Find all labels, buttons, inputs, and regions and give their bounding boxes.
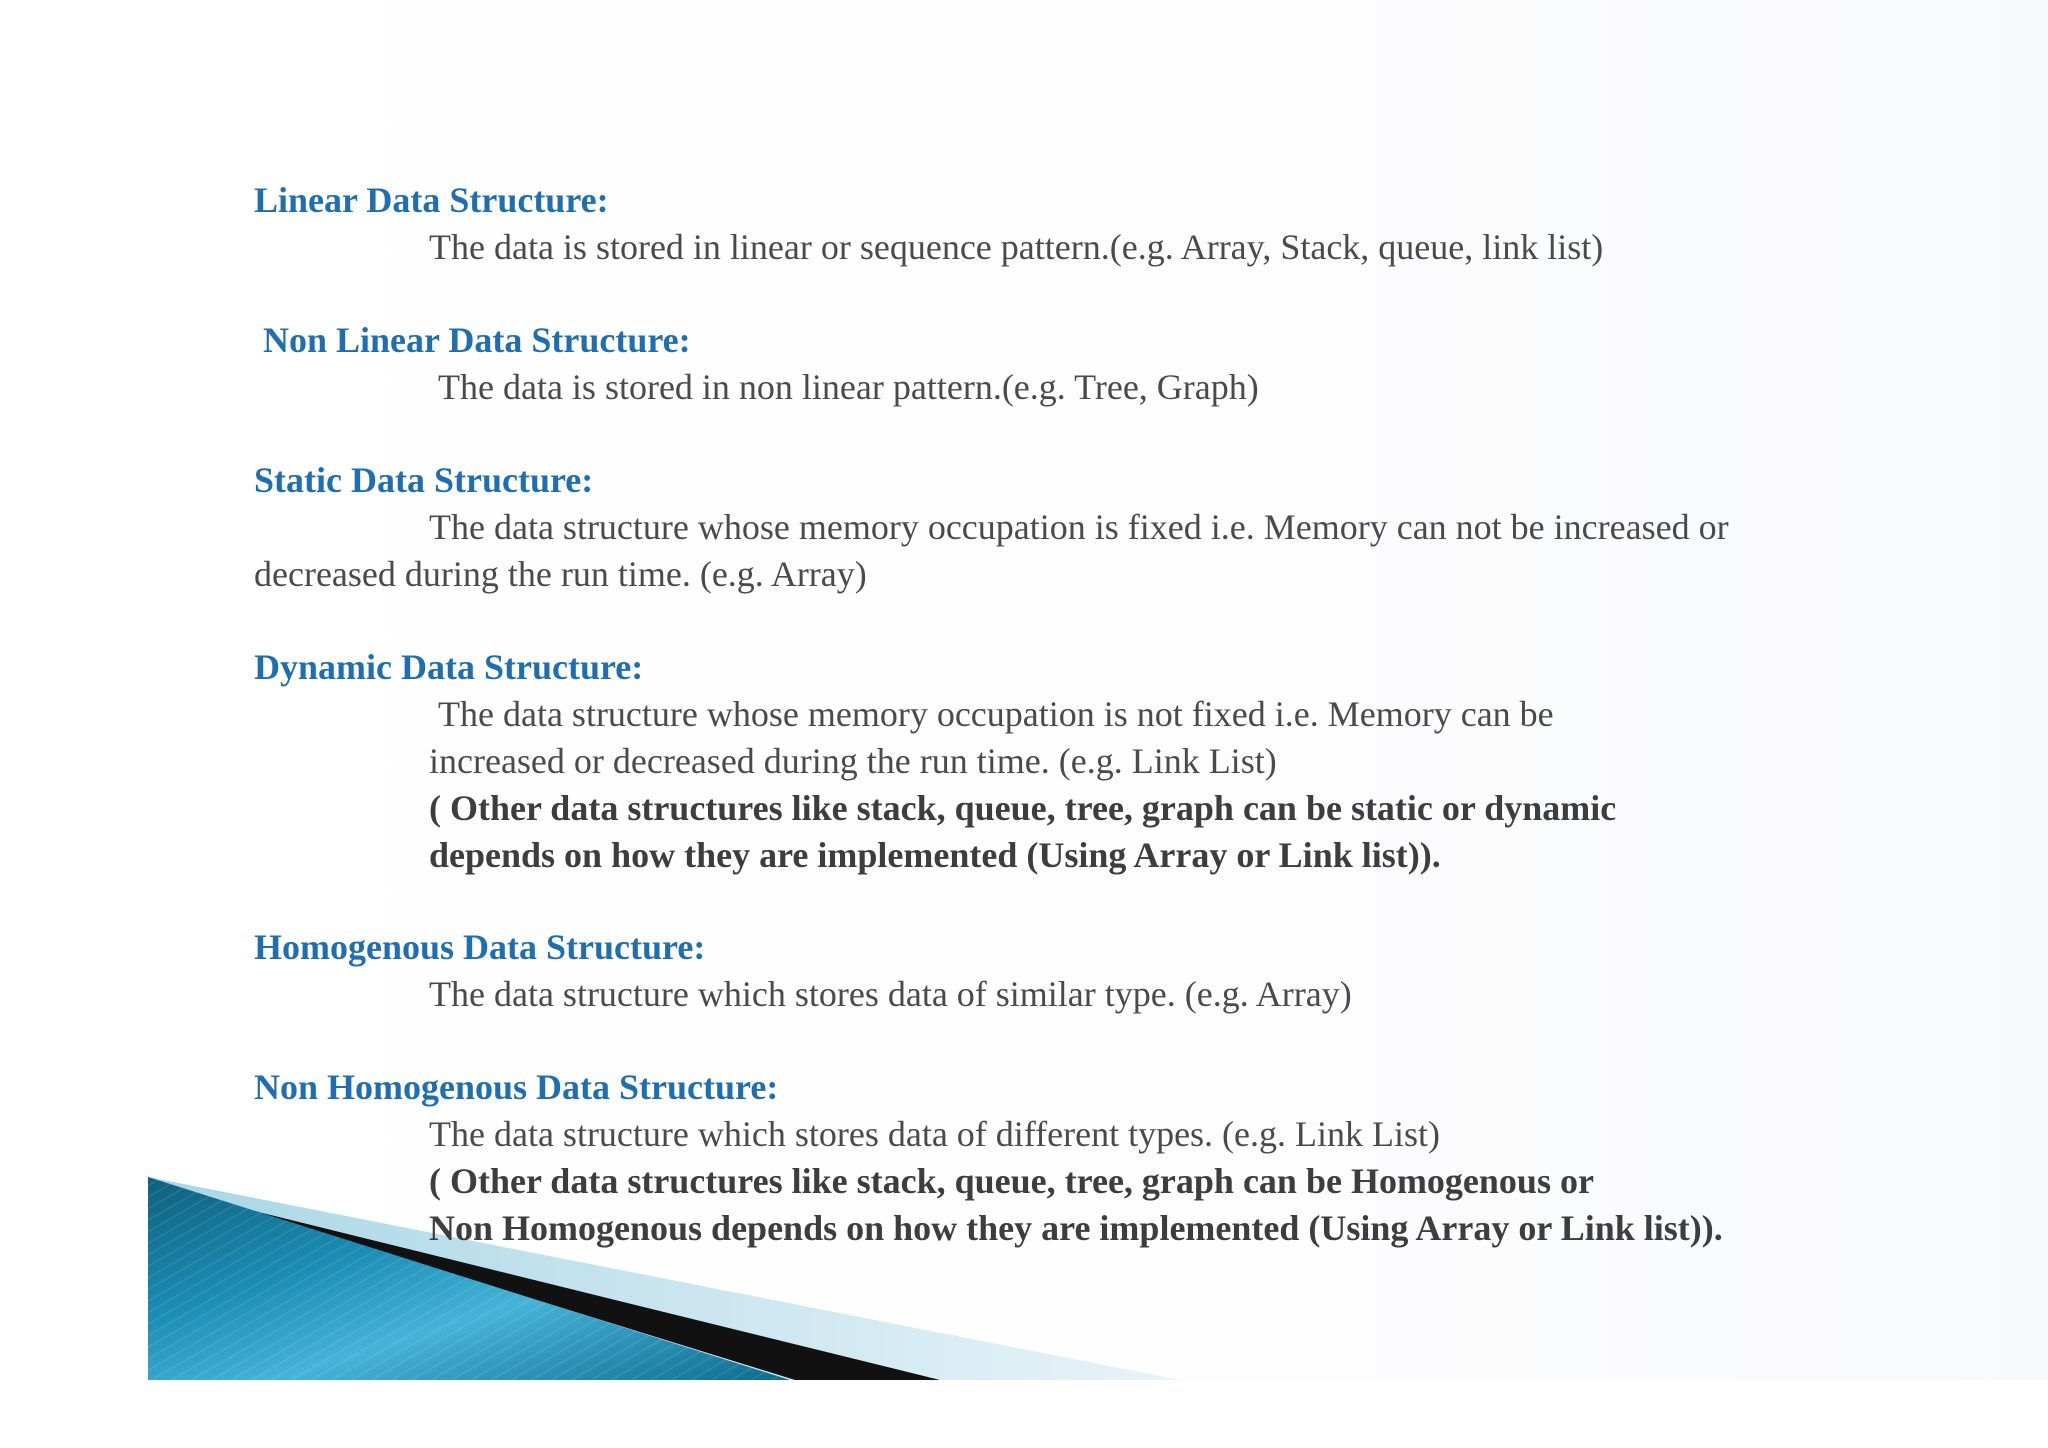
text-non-linear: The data is stored in non linear pattern.(e.g. Tree, Graph) xyxy=(438,367,1259,407)
note-dynamic-line-1: ( Other data structures like stack, queue, tree, graph can be static or dynamic xyxy=(429,788,1617,828)
text-static-line-1: The data structure whose memory occupation is fixed i.e. Memory can not be increased or xyxy=(429,507,1729,547)
text-dynamic-line-2: increased or decreased during the run time. (e.g. Link List) xyxy=(429,741,1277,781)
note-non-homogenous-line-2: Non Homogenous depends on how they are implemented (Using Array or Link list)). xyxy=(429,1208,1723,1248)
heading-linear: Linear Data Structure: xyxy=(254,180,609,220)
heading-dynamic: Dynamic Data Structure: xyxy=(254,647,644,687)
heading-static: Static Data Structure: xyxy=(254,460,594,500)
text-static-line-2: decreased during the run time. (e.g. Array) xyxy=(254,554,867,594)
text-non-homogenous: The data structure which stores data of different types. (e.g. Link List) xyxy=(429,1114,1441,1154)
heading-non-homogenous: Non Homogenous Data Structure: xyxy=(254,1067,779,1107)
note-non-homogenous-line-1: ( Other data structures like stack, queue, tree, graph can be Homogenous or xyxy=(429,1161,1594,1201)
heading-homogenous: Homogenous Data Structure: xyxy=(254,927,706,967)
text-linear: The data is stored in linear or sequence pattern.(e.g. Array, Stack, queue, link list) xyxy=(429,227,1604,267)
text-homogenous: The data structure which stores data of similar type. (e.g. Array) xyxy=(429,974,1352,1014)
text-dynamic-line-1: The data structure whose memory occupation is not fixed i.e. Memory can be xyxy=(438,694,1554,734)
heading-non-linear: Non Linear Data Structure: xyxy=(263,320,691,360)
note-dynamic-line-2: depends on how they are implemented (Using Array or Link list)). xyxy=(429,835,1441,875)
